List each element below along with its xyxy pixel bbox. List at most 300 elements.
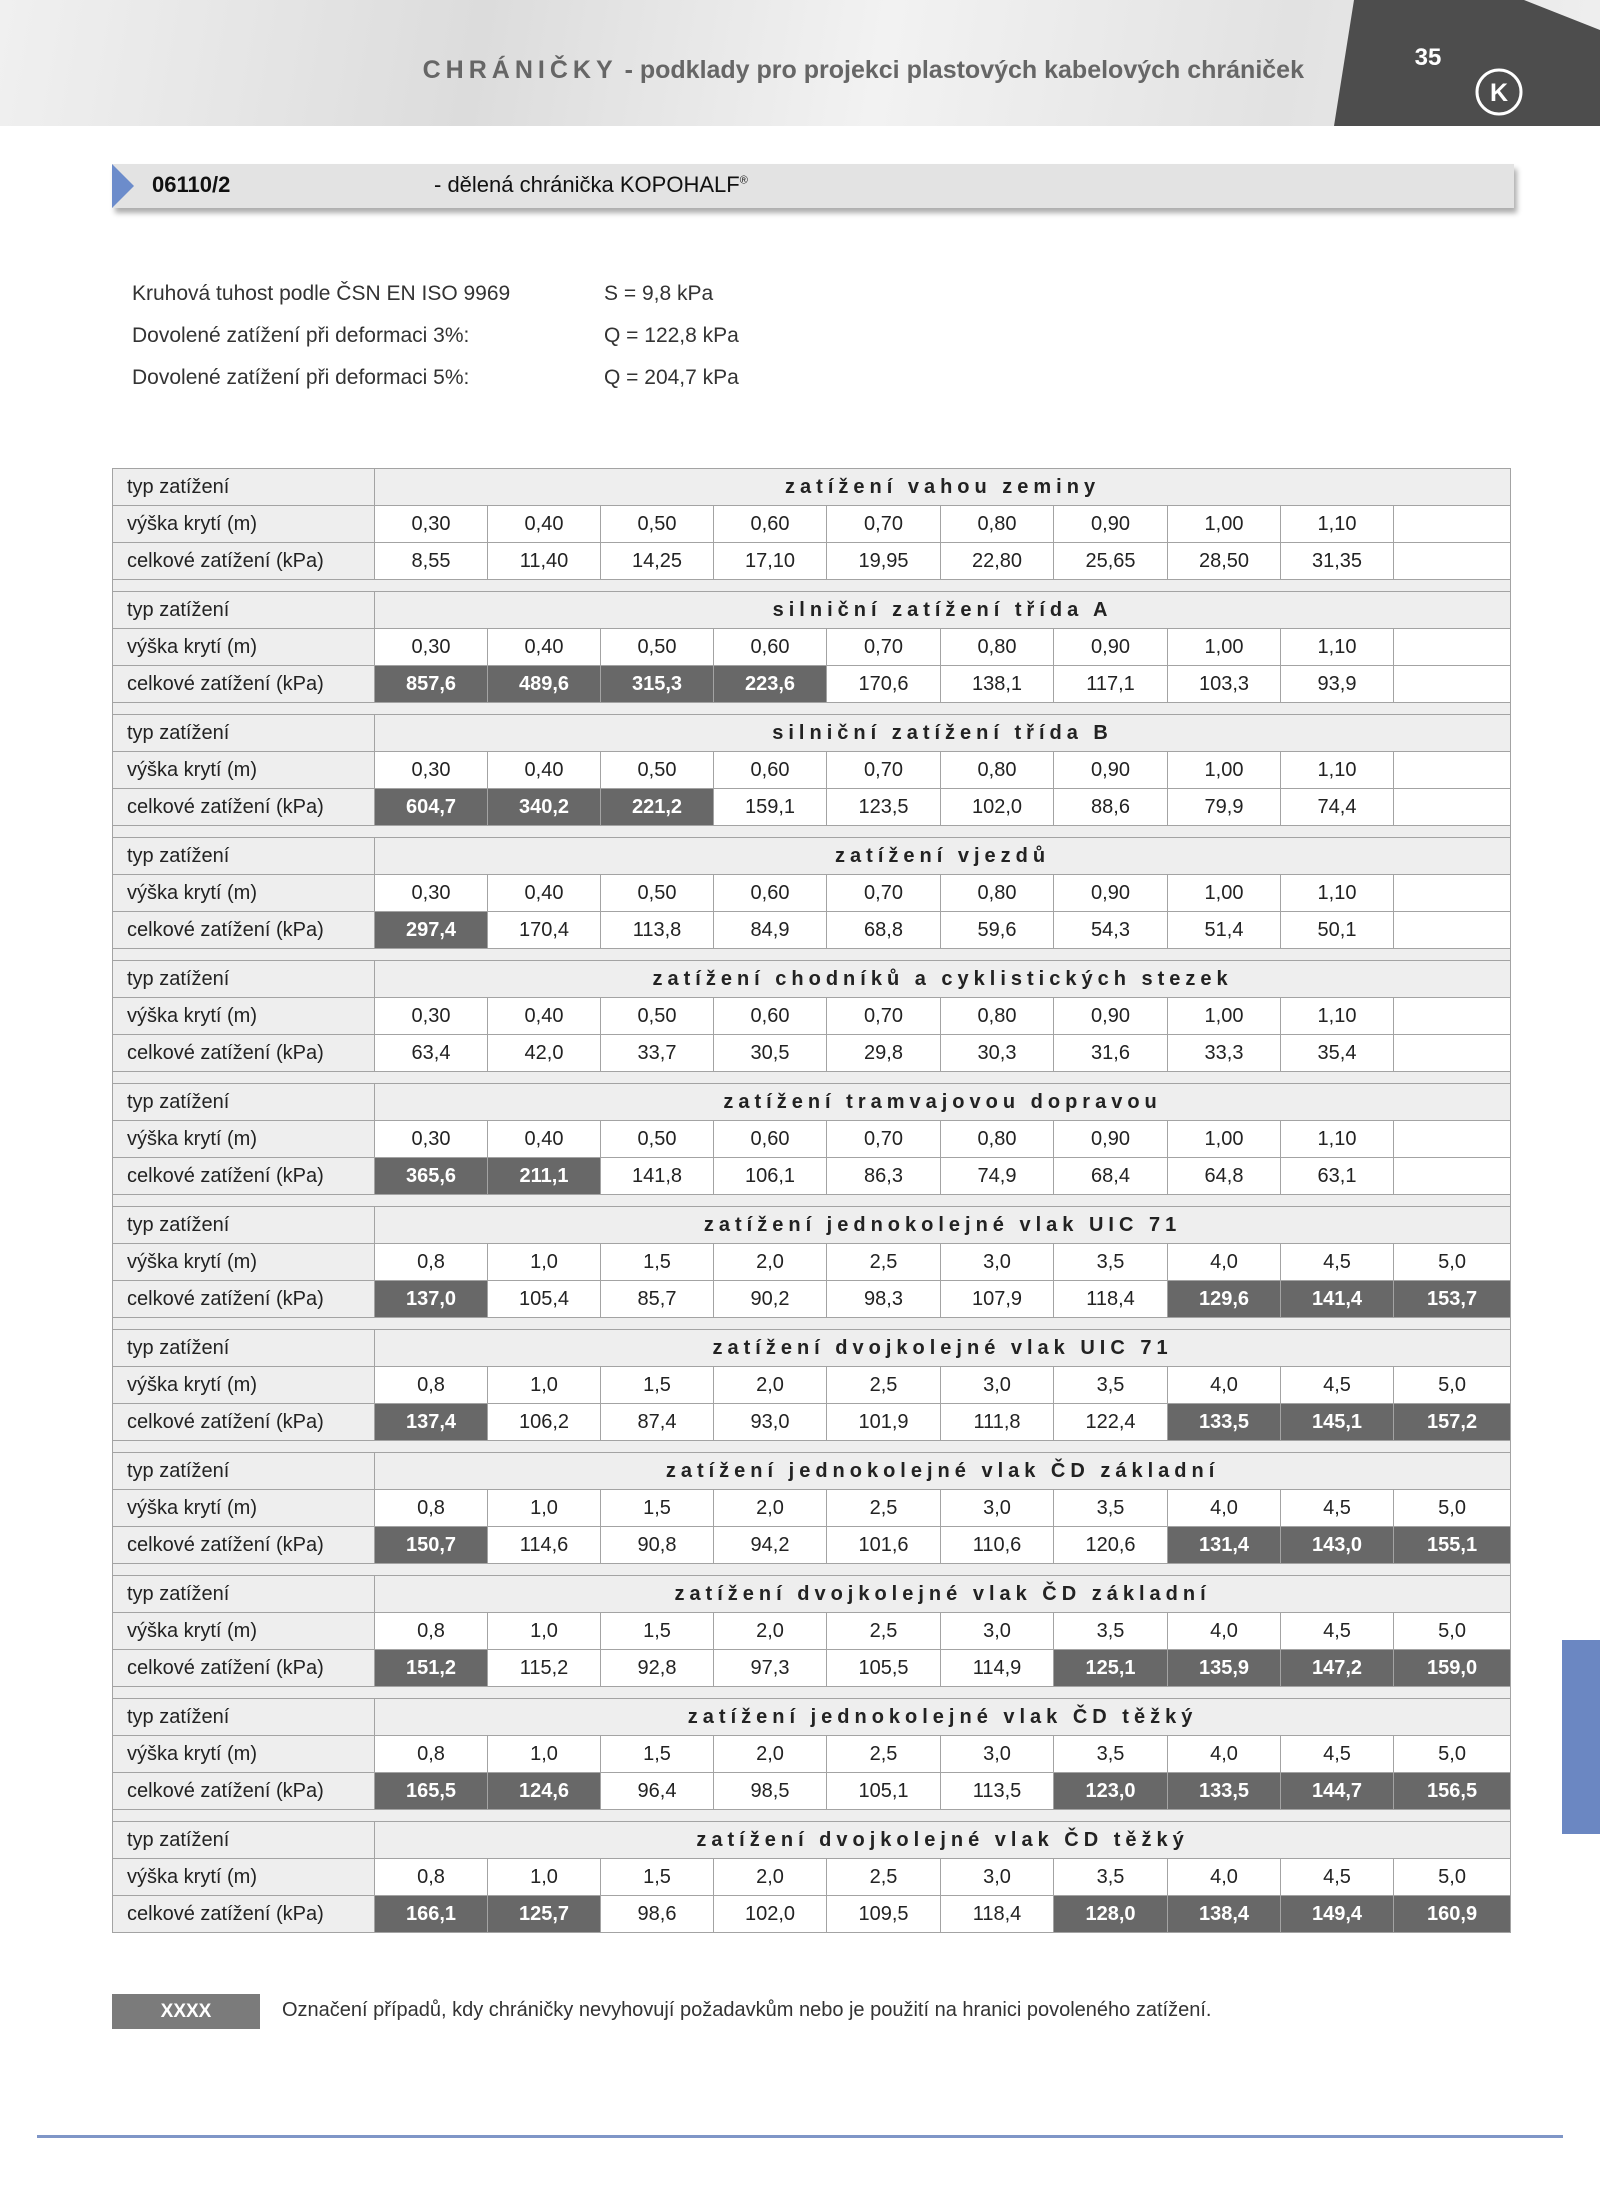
separator-cell xyxy=(113,949,1511,961)
height-label: výška krytí (m) xyxy=(113,1244,375,1281)
height-cell: 1,10 xyxy=(1281,998,1394,1035)
load-cell xyxy=(1394,666,1511,703)
cover-height-row xyxy=(113,1244,1511,1281)
total-load-row xyxy=(113,543,1511,580)
load-cell-exceeded: 604,7 xyxy=(375,789,488,826)
total-label: celkové zatížení (kPa) xyxy=(113,1650,375,1687)
load-cell-exceeded: 123,0 xyxy=(1054,1773,1168,1810)
load-cell xyxy=(1394,789,1511,826)
legend-description: Označení případů, kdy chráničky nevyhovují požadavkům nebo je použití na hranici povoleného zatížení. xyxy=(282,1999,1212,2021)
height-cell: 3,0 xyxy=(941,1736,1054,1773)
group-separator xyxy=(113,1441,1511,1453)
load-cell: 98,6 xyxy=(601,1896,714,1933)
height-cell: 2,0 xyxy=(714,1490,827,1527)
section-name xyxy=(434,172,748,198)
load-cell xyxy=(1394,543,1511,580)
height-cell: 3,5 xyxy=(1054,1613,1168,1650)
type-label: typ zatížení xyxy=(113,469,375,506)
load-cell: 102,0 xyxy=(714,1896,827,1933)
separator-cell xyxy=(113,580,1511,592)
height-cell: 0,40 xyxy=(488,1121,601,1158)
height-cell: 4,5 xyxy=(1281,1859,1394,1896)
load-cell: 106,1 xyxy=(714,1158,827,1195)
load-cell-exceeded: 211,1 xyxy=(488,1158,601,1195)
type-label: typ zatížení xyxy=(113,961,375,998)
height-cell: 0,40 xyxy=(488,629,601,666)
height-cell: 0,50 xyxy=(601,1121,714,1158)
load-cell-exceeded: 165,5 xyxy=(375,1773,488,1810)
load-type-row xyxy=(113,1207,1511,1244)
height-label: výška krytí (m) xyxy=(113,998,375,1035)
load-cell: 115,2 xyxy=(488,1650,601,1687)
load-cell-exceeded: 137,0 xyxy=(375,1281,488,1318)
load-type-row xyxy=(113,592,1511,629)
height-cell: 1,5 xyxy=(601,1367,714,1404)
height-cell: 0,8 xyxy=(375,1244,488,1281)
type-label: typ zatížení xyxy=(113,1084,375,1121)
height-cell: 0,40 xyxy=(488,875,601,912)
separator-cell xyxy=(113,1195,1511,1207)
height-cell: 4,5 xyxy=(1281,1736,1394,1773)
separator-cell xyxy=(113,1810,1511,1822)
height-cell: 0,50 xyxy=(601,875,714,912)
cover-height-row xyxy=(113,1736,1511,1773)
load-cell-exceeded: 151,2 xyxy=(375,1650,488,1687)
total-label: celkové zatížení (kPa) xyxy=(113,666,375,703)
brand-name: CHRÁNIČKY xyxy=(422,56,618,84)
height-cell: 0,70 xyxy=(827,1121,941,1158)
load-cell: 122,4 xyxy=(1054,1404,1168,1441)
load-cell: 141,8 xyxy=(601,1158,714,1195)
cover-height-row xyxy=(113,506,1511,543)
total-load-row xyxy=(113,1404,1511,1441)
load-cell: 51,4 xyxy=(1168,912,1281,949)
height-cell: 0,8 xyxy=(375,1490,488,1527)
load-cell: 50,1 xyxy=(1281,912,1394,949)
load-cell-exceeded: 145,1 xyxy=(1281,1404,1394,1441)
height-cell: 0,50 xyxy=(601,506,714,543)
page-tab xyxy=(1334,0,1600,126)
load-cell xyxy=(1394,1035,1511,1072)
height-cell: 0,90 xyxy=(1054,629,1168,666)
height-cell: 0,60 xyxy=(714,875,827,912)
page-number: 35 xyxy=(1414,44,1442,71)
separator-cell xyxy=(113,1318,1511,1330)
load-cell: 33,7 xyxy=(601,1035,714,1072)
spec-label: Dovolené zatížení při deformaci 3%: xyxy=(132,324,470,347)
load-cell: 90,2 xyxy=(714,1281,827,1318)
load-cell-exceeded: 129,6 xyxy=(1168,1281,1281,1318)
load-cell-exceeded: 133,5 xyxy=(1168,1773,1281,1810)
height-cell: 4,5 xyxy=(1281,1613,1394,1650)
load-type-row xyxy=(113,1330,1511,1367)
height-cell: 0,30 xyxy=(375,629,488,666)
load-cell: 74,9 xyxy=(941,1158,1054,1195)
height-cell: 1,10 xyxy=(1281,629,1394,666)
load-cell-exceeded: 135,9 xyxy=(1168,1650,1281,1687)
load-type-name: zatížení jednokolejné vlak ČD těžký xyxy=(375,1699,1511,1736)
load-type-row xyxy=(113,1822,1511,1859)
load-cell: 59,6 xyxy=(941,912,1054,949)
height-cell: 3,0 xyxy=(941,1490,1054,1527)
total-load-row xyxy=(113,666,1511,703)
load-cell: 98,3 xyxy=(827,1281,941,1318)
total-label: celkové zatížení (kPa) xyxy=(113,1404,375,1441)
load-cell: 120,6 xyxy=(1054,1527,1168,1564)
load-cell: 103,3 xyxy=(1168,666,1281,703)
total-load-row xyxy=(113,1281,1511,1318)
footer-line xyxy=(37,2135,1563,2138)
total-load-row xyxy=(113,1896,1511,1933)
group-separator xyxy=(113,1072,1511,1084)
height-cell: 2,0 xyxy=(714,1244,827,1281)
load-cell-exceeded: 150,7 xyxy=(375,1527,488,1564)
load-cell: 79,9 xyxy=(1168,789,1281,826)
total-load-row xyxy=(113,1773,1511,1810)
load-cell-exceeded: 489,6 xyxy=(488,666,601,703)
load-cell-exceeded: 125,1 xyxy=(1054,1650,1168,1687)
height-cell: 0,50 xyxy=(601,629,714,666)
height-cell: 2,5 xyxy=(827,1613,941,1650)
load-cell xyxy=(1394,1158,1511,1195)
load-cell: 105,5 xyxy=(827,1650,941,1687)
load-cell: 28,50 xyxy=(1168,543,1281,580)
height-cell: 2,5 xyxy=(827,1736,941,1773)
load-cell-exceeded: 221,2 xyxy=(601,789,714,826)
height-label: výška krytí (m) xyxy=(113,1490,375,1527)
load-cell: 85,7 xyxy=(601,1281,714,1318)
load-cell: 90,8 xyxy=(601,1527,714,1564)
load-cell-exceeded: 149,4 xyxy=(1281,1896,1394,1933)
height-cell: 0,80 xyxy=(941,875,1054,912)
height-cell: 4,0 xyxy=(1168,1859,1281,1896)
height-cell xyxy=(1394,629,1511,666)
load-type-row xyxy=(113,1576,1511,1613)
height-cell: 3,5 xyxy=(1054,1490,1168,1527)
load-cell-exceeded: 156,5 xyxy=(1394,1773,1511,1810)
type-label: typ zatížení xyxy=(113,1453,375,1490)
load-type-row xyxy=(113,961,1511,998)
load-cell-exceeded: 153,7 xyxy=(1394,1281,1511,1318)
height-cell: 1,5 xyxy=(601,1613,714,1650)
height-cell: 0,8 xyxy=(375,1367,488,1404)
load-cell: 113,5 xyxy=(941,1773,1054,1810)
separator-cell xyxy=(113,826,1511,838)
trademark: ® xyxy=(739,174,748,187)
height-cell: 0,60 xyxy=(714,1121,827,1158)
load-cell: 93,0 xyxy=(714,1404,827,1441)
height-cell: 2,5 xyxy=(827,1367,941,1404)
group-separator xyxy=(113,826,1511,838)
load-type-name: silniční zatížení třída A xyxy=(375,592,1511,629)
load-type-name: zatížení dvojkolejné vlak UIC 71 xyxy=(375,1330,1511,1367)
height-cell: 0,30 xyxy=(375,1121,488,1158)
load-cell: 63,1 xyxy=(1281,1158,1394,1195)
load-type-row xyxy=(113,1453,1511,1490)
height-cell: 4,5 xyxy=(1281,1490,1394,1527)
load-cell-exceeded: 157,2 xyxy=(1394,1404,1511,1441)
logo-letter: K xyxy=(1489,79,1509,107)
separator-cell xyxy=(113,703,1511,715)
cover-height-row xyxy=(113,1367,1511,1404)
load-type-name: zatížení vahou zeminy xyxy=(375,469,1511,506)
load-cell-exceeded: 315,3 xyxy=(601,666,714,703)
load-cell: 42,0 xyxy=(488,1035,601,1072)
type-label: typ zatížení xyxy=(113,1822,375,1859)
height-cell: 2,0 xyxy=(714,1613,827,1650)
height-cell: 1,5 xyxy=(601,1490,714,1527)
load-cell-exceeded: 133,5 xyxy=(1168,1404,1281,1441)
group-separator xyxy=(113,580,1511,592)
height-cell xyxy=(1394,752,1511,789)
load-table-body xyxy=(113,469,1511,1933)
load-cell: 118,4 xyxy=(1054,1281,1168,1318)
load-cell: 94,2 xyxy=(714,1527,827,1564)
height-cell: 2,5 xyxy=(827,1859,941,1896)
load-type-row xyxy=(113,715,1511,752)
load-cell: 64,8 xyxy=(1168,1158,1281,1195)
height-cell: 0,90 xyxy=(1054,1121,1168,1158)
load-cell: 68,4 xyxy=(1054,1158,1168,1195)
height-cell: 0,30 xyxy=(375,875,488,912)
load-cell-exceeded: 365,6 xyxy=(375,1158,488,1195)
height-cell: 2,5 xyxy=(827,1244,941,1281)
height-cell: 0,80 xyxy=(941,998,1054,1035)
load-cell: 31,35 xyxy=(1281,543,1394,580)
load-cell: 35,4 xyxy=(1281,1035,1394,1072)
total-load-row xyxy=(113,1527,1511,1564)
load-type-name: zatížení jednokolejné vlak UIC 71 xyxy=(375,1207,1511,1244)
load-cell-exceeded: 159,0 xyxy=(1394,1650,1511,1687)
type-label: typ zatížení xyxy=(113,715,375,752)
height-cell: 1,00 xyxy=(1168,629,1281,666)
load-cell: 74,4 xyxy=(1281,789,1394,826)
height-cell: 4,0 xyxy=(1168,1490,1281,1527)
load-cell xyxy=(1394,912,1511,949)
height-cell: 0,80 xyxy=(941,752,1054,789)
load-cell-exceeded: 125,7 xyxy=(488,1896,601,1933)
load-cell: 170,6 xyxy=(827,666,941,703)
height-cell: 1,00 xyxy=(1168,998,1281,1035)
load-cell: 17,10 xyxy=(714,543,827,580)
height-cell xyxy=(1394,1121,1511,1158)
height-label: výška krytí (m) xyxy=(113,1736,375,1773)
spec-label: Kruhová tuhost podle ČSN EN ISO 9969 xyxy=(132,282,511,305)
height-cell: 3,5 xyxy=(1054,1367,1168,1404)
load-cell: 22,80 xyxy=(941,543,1054,580)
load-cell: 114,6 xyxy=(488,1527,601,1564)
height-cell: 3,0 xyxy=(941,1244,1054,1281)
load-cell: 113,8 xyxy=(601,912,714,949)
height-cell: 0,40 xyxy=(488,506,601,543)
total-label: celkové zatížení (kPa) xyxy=(113,789,375,826)
height-cell: 2,0 xyxy=(714,1736,827,1773)
height-cell: 1,0 xyxy=(488,1736,601,1773)
height-label: výška krytí (m) xyxy=(113,1367,375,1404)
load-cell: 106,2 xyxy=(488,1404,601,1441)
load-cell-exceeded: 166,1 xyxy=(375,1896,488,1933)
height-cell: 1,0 xyxy=(488,1613,601,1650)
page-title xyxy=(423,56,1304,85)
height-cell: 1,10 xyxy=(1281,1121,1394,1158)
height-cell: 0,80 xyxy=(941,506,1054,543)
height-cell xyxy=(1394,506,1511,543)
height-cell: 0,90 xyxy=(1054,998,1168,1035)
load-cell-exceeded: 141,4 xyxy=(1281,1281,1394,1318)
cover-height-row xyxy=(113,629,1511,666)
load-cell-exceeded: 223,6 xyxy=(714,666,827,703)
group-separator xyxy=(113,1318,1511,1330)
height-label: výška krytí (m) xyxy=(113,875,375,912)
section-bar xyxy=(112,164,1514,208)
load-cell: 92,8 xyxy=(601,1650,714,1687)
height-cell: 0,90 xyxy=(1054,752,1168,789)
load-cell: 114,9 xyxy=(941,1650,1054,1687)
group-separator xyxy=(113,1810,1511,1822)
load-cell-exceeded: 124,6 xyxy=(488,1773,601,1810)
load-type-name: silniční zatížení třída B xyxy=(375,715,1511,752)
load-cell-exceeded: 340,2 xyxy=(488,789,601,826)
group-separator xyxy=(113,703,1511,715)
separator-cell xyxy=(113,1687,1511,1699)
load-type-name: zatížení chodníků a cyklistických stezek xyxy=(375,961,1511,998)
height-label: výška krytí (m) xyxy=(113,752,375,789)
height-cell: 1,10 xyxy=(1281,506,1394,543)
total-load-row xyxy=(113,789,1511,826)
group-separator xyxy=(113,949,1511,961)
load-cell: 11,40 xyxy=(488,543,601,580)
height-cell: 4,0 xyxy=(1168,1613,1281,1650)
spec-value: Q = 122,8 kPa xyxy=(604,324,739,347)
load-cell-exceeded: 138,4 xyxy=(1168,1896,1281,1933)
height-cell: 2,0 xyxy=(714,1367,827,1404)
separator-cell xyxy=(113,1564,1511,1576)
load-cell: 63,4 xyxy=(375,1035,488,1072)
height-cell: 0,70 xyxy=(827,998,941,1035)
height-cell: 3,0 xyxy=(941,1613,1054,1650)
height-cell: 0,8 xyxy=(375,1736,488,1773)
separator-cell xyxy=(113,1072,1511,1084)
height-cell: 1,00 xyxy=(1168,506,1281,543)
load-cell-exceeded: 128,0 xyxy=(1054,1896,1168,1933)
load-cell: 159,1 xyxy=(714,789,827,826)
height-label: výška krytí (m) xyxy=(113,629,375,666)
load-cell: 118,4 xyxy=(941,1896,1054,1933)
total-label: celkové zatížení (kPa) xyxy=(113,1527,375,1564)
height-cell: 0,60 xyxy=(714,752,827,789)
load-cell: 110,6 xyxy=(941,1527,1054,1564)
type-label: typ zatížení xyxy=(113,592,375,629)
load-cell-exceeded: 297,4 xyxy=(375,912,488,949)
load-cell: 86,3 xyxy=(827,1158,941,1195)
load-cell: 101,6 xyxy=(827,1527,941,1564)
total-load-row xyxy=(113,1650,1511,1687)
load-cell: 25,65 xyxy=(1054,543,1168,580)
height-cell: 5,0 xyxy=(1394,1244,1511,1281)
height-cell: 1,5 xyxy=(601,1859,714,1896)
height-cell: 1,5 xyxy=(601,1244,714,1281)
load-cell-exceeded: 147,2 xyxy=(1281,1650,1394,1687)
height-cell: 3,5 xyxy=(1054,1244,1168,1281)
cover-height-row xyxy=(113,998,1511,1035)
load-cell: 98,5 xyxy=(714,1773,827,1810)
height-cell: 0,8 xyxy=(375,1859,488,1896)
height-cell: 3,0 xyxy=(941,1367,1054,1404)
total-label: celkové zatížení (kPa) xyxy=(113,543,375,580)
load-cell: 54,3 xyxy=(1054,912,1168,949)
height-cell: 0,40 xyxy=(488,752,601,789)
height-cell: 4,5 xyxy=(1281,1367,1394,1404)
height-cell: 1,5 xyxy=(601,1736,714,1773)
height-cell: 1,0 xyxy=(488,1859,601,1896)
height-cell: 0,80 xyxy=(941,629,1054,666)
height-cell: 1,00 xyxy=(1168,752,1281,789)
load-type-name: zatížení jednokolejné vlak ČD základní xyxy=(375,1453,1511,1490)
load-type-name: zatížení dvojkolejné vlak ČD základní xyxy=(375,1576,1511,1613)
load-type-row xyxy=(113,469,1511,506)
product-name: - dělená chránička KOPOHALF xyxy=(434,172,740,197)
spec-value: Q = 204,7 kPa xyxy=(604,366,739,389)
load-type-name: zatížení vjezdů xyxy=(375,838,1511,875)
height-cell: 2,5 xyxy=(827,1490,941,1527)
height-label: výška krytí (m) xyxy=(113,1613,375,1650)
height-cell: 1,00 xyxy=(1168,1121,1281,1158)
total-label: celkové zatížení (kPa) xyxy=(113,1035,375,1072)
height-cell: 0,70 xyxy=(827,629,941,666)
separator-cell xyxy=(113,1441,1511,1453)
side-tab xyxy=(1562,1640,1600,1834)
load-cell: 97,3 xyxy=(714,1650,827,1687)
load-type-row xyxy=(113,1699,1511,1736)
load-cell: 19,95 xyxy=(827,543,941,580)
height-cell: 1,10 xyxy=(1281,875,1394,912)
height-label: výška krytí (m) xyxy=(113,506,375,543)
height-label: výška krytí (m) xyxy=(113,1121,375,1158)
cover-height-row xyxy=(113,1613,1511,1650)
height-cell: 5,0 xyxy=(1394,1859,1511,1896)
height-cell xyxy=(1394,875,1511,912)
legend-swatch: XXXX xyxy=(112,1994,260,2029)
total-label: celkové zatížení (kPa) xyxy=(113,1281,375,1318)
load-cell: 68,8 xyxy=(827,912,941,949)
cover-height-row xyxy=(113,1121,1511,1158)
load-cell: 87,4 xyxy=(601,1404,714,1441)
group-separator xyxy=(113,1687,1511,1699)
height-cell: 0,30 xyxy=(375,506,488,543)
type-label: typ zatížení xyxy=(113,838,375,875)
height-cell: 0,60 xyxy=(714,506,827,543)
load-cell: 107,9 xyxy=(941,1281,1054,1318)
total-label: celkové zatížení (kPa) xyxy=(113,1773,375,1810)
height-cell: 5,0 xyxy=(1394,1736,1511,1773)
type-label: typ zatížení xyxy=(113,1330,375,1367)
load-cell-exceeded: 155,1 xyxy=(1394,1527,1511,1564)
section-arrow-icon xyxy=(112,164,134,208)
height-cell: 5,0 xyxy=(1394,1367,1511,1404)
load-cell: 33,3 xyxy=(1168,1035,1281,1072)
height-cell: 3,5 xyxy=(1054,1859,1168,1896)
height-label: výška krytí (m) xyxy=(113,1859,375,1896)
height-cell: 0,70 xyxy=(827,752,941,789)
load-cell: 29,8 xyxy=(827,1035,941,1072)
height-cell: 0,50 xyxy=(601,998,714,1035)
height-cell: 3,5 xyxy=(1054,1736,1168,1773)
height-cell: 4,0 xyxy=(1168,1244,1281,1281)
height-cell: 1,10 xyxy=(1281,752,1394,789)
height-cell: 5,0 xyxy=(1394,1490,1511,1527)
load-cell-exceeded: 144,7 xyxy=(1281,1773,1394,1810)
type-label: typ zatížení xyxy=(113,1207,375,1244)
